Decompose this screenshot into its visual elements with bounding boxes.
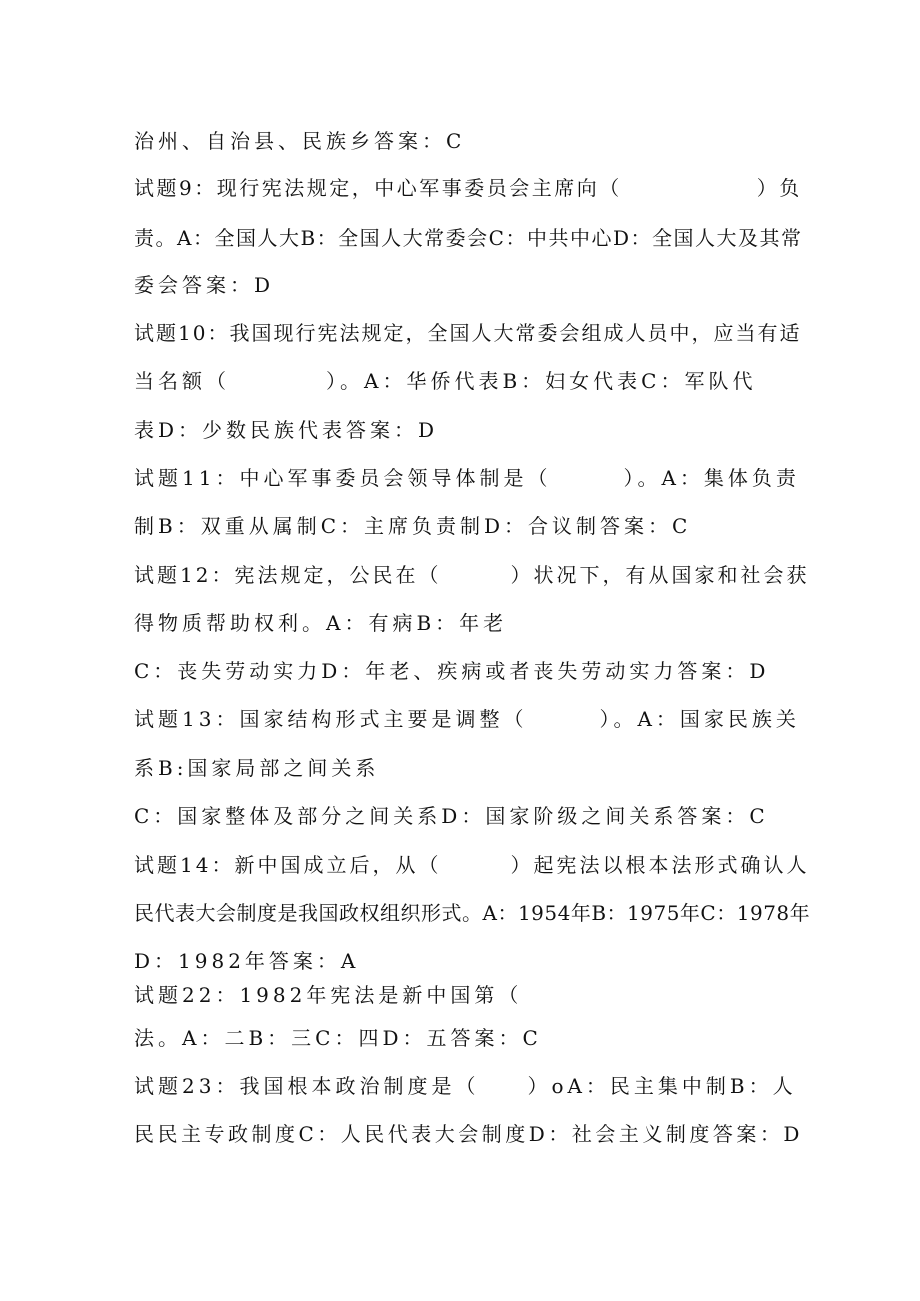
question-23-line-1: 试题23：我国根本政治制度是（ ）oA：民主集中制B：人 [134, 1074, 797, 1098]
question-12-line-3: C：丧失劳动实力D：年老、疾病或者丧失劳动实力答案：D [134, 659, 770, 683]
question-22-line-2: 法。A：二B：三C：四D：五答案：C [134, 1026, 542, 1050]
question-13-line-3: C：国家整体及部分之间关系D：国家阶级之间关系答案：C [134, 804, 769, 828]
question-14-line-3: D：1982年答案：A [134, 949, 360, 973]
question-10-line-1: 试题10：我国现行宪法规定，全国人大常委会组成人员中，应当有适 [134, 321, 802, 345]
question-11-line-1: 试题11：中心军事委员会领导体制是（ ）。A：集体负责 [134, 466, 800, 490]
question-23-line-2: 民民主专政制度C：人民代表大会制度D：社会主义制度答案：D [134, 1122, 803, 1146]
question-11-line-2: 制B：双重从属制C：主席负责制D：合议制答案：C [134, 514, 692, 538]
question-12-line-2: 得物质帮助权利。A：有病B：年老 [134, 611, 508, 635]
question-22-line-1: 试题22：1982年宪法是新中国第（ [134, 983, 523, 1007]
question-10-line-3: 表D：少数民族代表答案：D [134, 418, 439, 442]
text-line-1: 治州、自治县、民族乡答案：C [134, 129, 466, 153]
question-14-line-1: 试题14：新中国成立后，从（ ）起宪法以根本法形式确认人 [134, 853, 810, 877]
question-9-line-3: 委会答案：D [134, 273, 275, 297]
question-14-line-2: 民代表大会制度是我国政权组织形式。A：1954年B：1975年C：1978年 [134, 901, 811, 925]
question-10-line-2: 当名额（ ）。A：华侨代表B：妇女代表C：军队代 [134, 369, 757, 393]
question-9-line-1: 试题9：现行宪法规定，中心军事委员会主席向（ ）负 [134, 176, 802, 200]
question-13-line-1: 试题13：国家结构形式主要是调整（ ）。A：国家民族关 [134, 707, 800, 731]
question-9-line-2: 责。A：全国人大B：全国人大常委会C：中共中心D：全国人大及其常 [134, 226, 803, 250]
question-13-line-2: 系B:国家局部之间关系 [134, 756, 380, 780]
question-12-line-1: 试题12：宪法规定，公民在（ ）状况下，有从国家和社会获 [134, 563, 810, 587]
